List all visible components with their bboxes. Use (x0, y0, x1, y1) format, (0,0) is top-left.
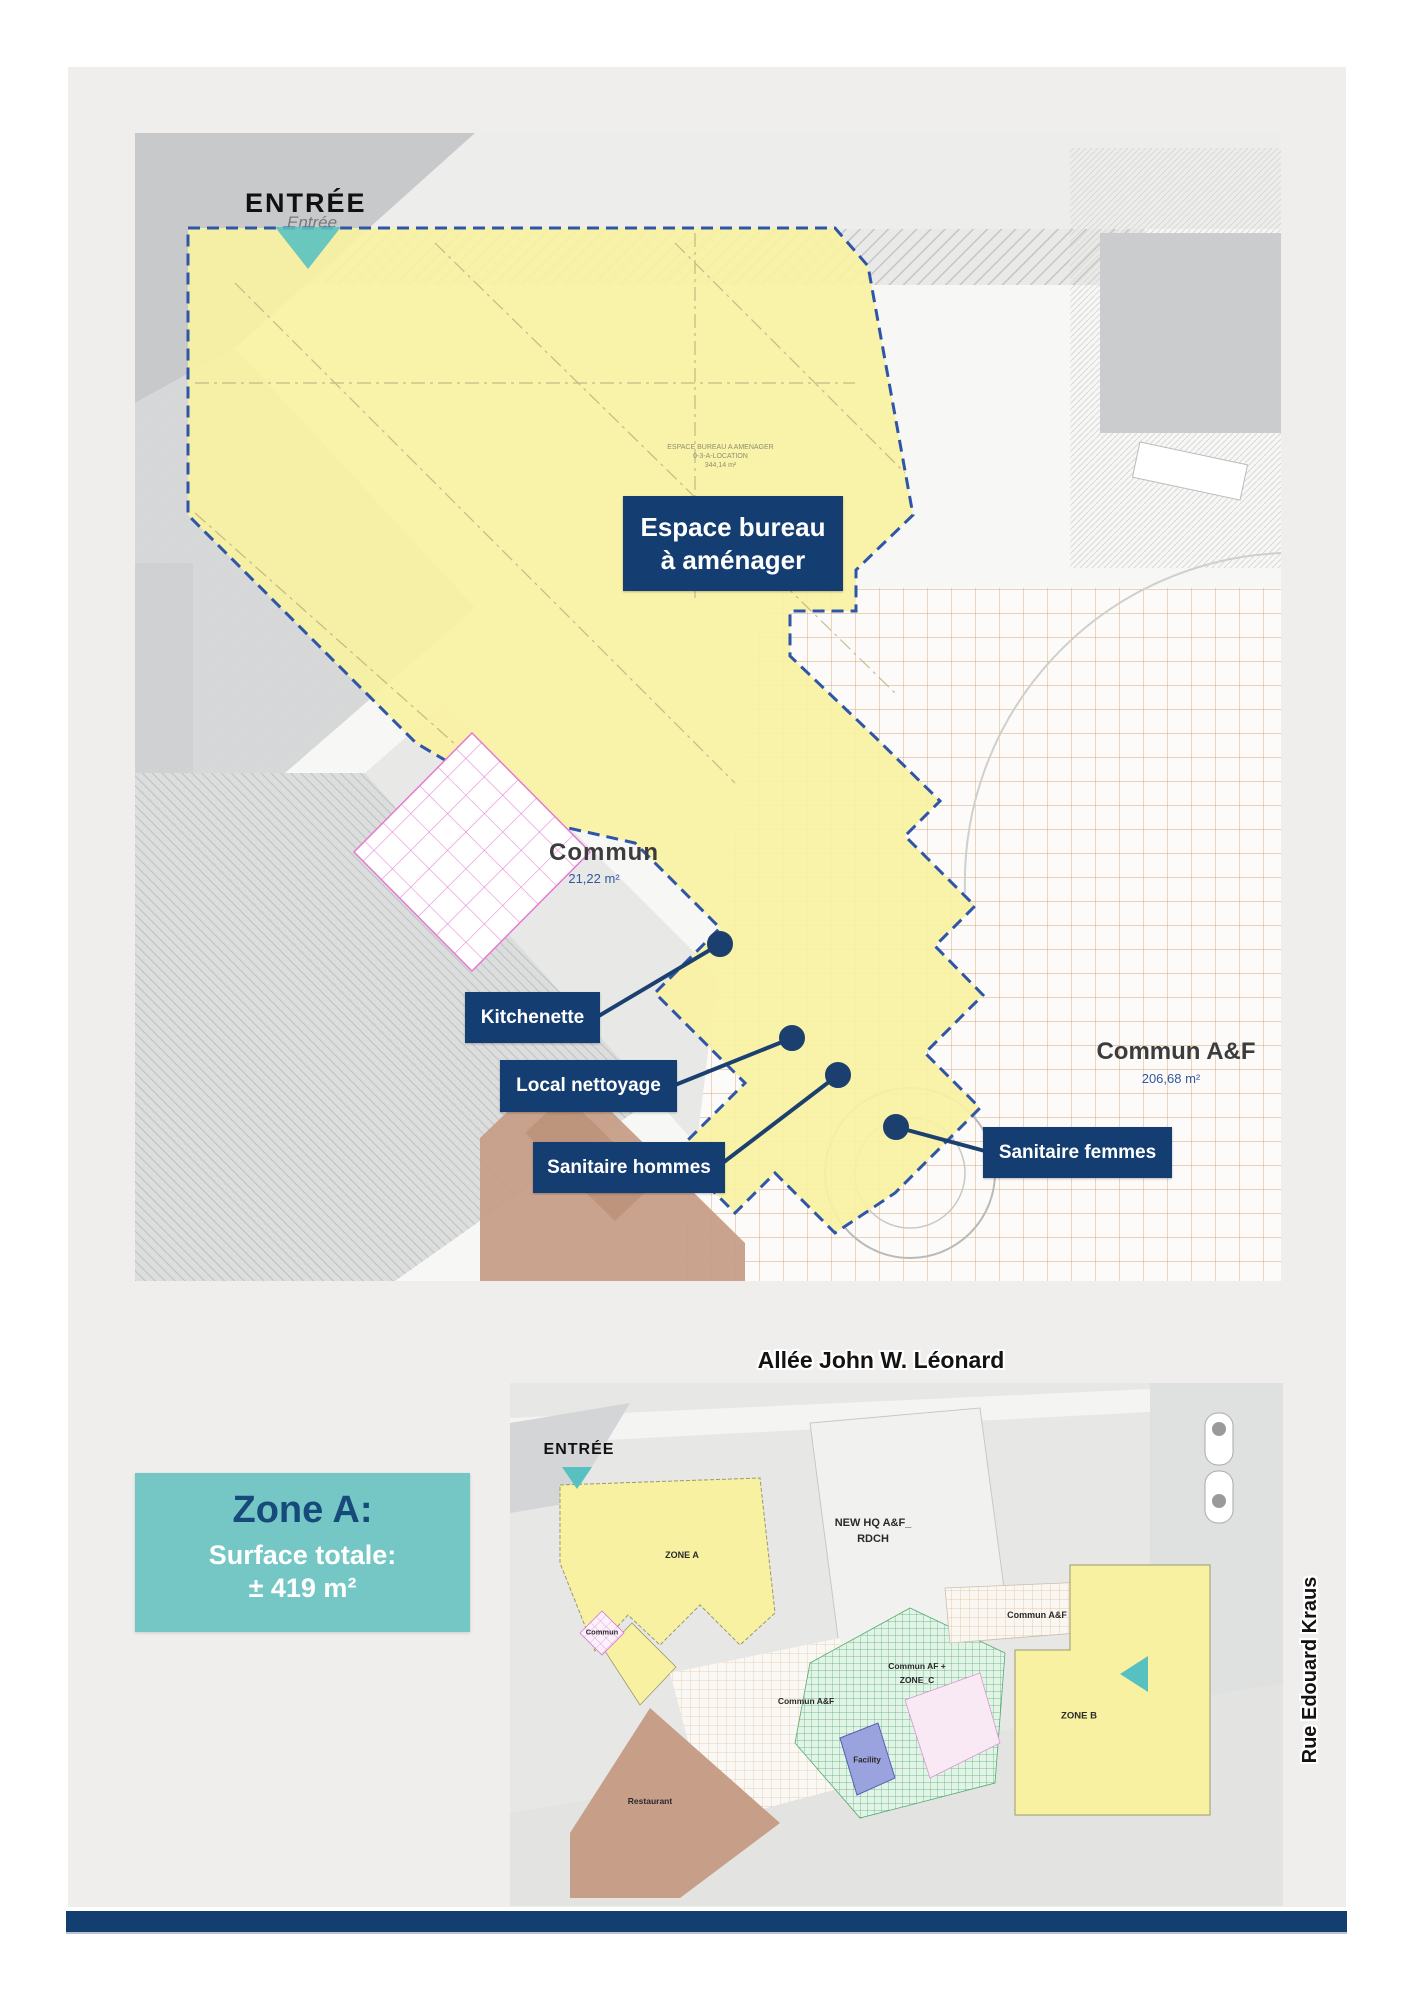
footer-bar (66, 1911, 1347, 1934)
commun-label: Commun (549, 839, 659, 866)
callout-sanitaire-hommes: Sanitaire hommes (533, 1142, 725, 1193)
entrance-label: ENTRÉE (245, 188, 367, 218)
zone-a-title: Zone A: (232, 1489, 373, 1531)
mini-zone-c-label-line2: ZONE_C (899, 1675, 935, 1685)
mini-zone-c-label-line1: Commun AF + (888, 1661, 946, 1671)
street-name-top: Allée John W. Léonard (757, 1347, 1005, 1373)
commun-area: 21,22 m² (568, 871, 620, 886)
main-floor-plan-drawing (135, 133, 1281, 1281)
dot-kitchenette (709, 933, 731, 955)
zone-a-surface-label: Surface totale: (208, 1540, 397, 1570)
mini-commun-af-left-label: Commun A&F (777, 1696, 835, 1706)
commun-af-area: 206,68 m² (1141, 1071, 1201, 1086)
mini-commun-af-band-label: Commun A&F (1007, 1610, 1067, 1620)
mini-zone-b-label: ZONE B (1061, 1710, 1097, 1722)
mini-commun-label: Commun (585, 1627, 619, 1637)
mini-restaurant-label: Restaurant (627, 1796, 673, 1806)
commun-af-label: Commun A&F (1096, 1038, 1256, 1065)
dot-sanitaire-hommes (827, 1064, 849, 1086)
mini-zone-a-label: ZONE A (665, 1550, 699, 1560)
mini-new-hq-label: NEW HQ A&F_ (834, 1517, 912, 1529)
entrance-ghost-text: Entrée (287, 213, 338, 232)
zone-a-surface-value: ± 419 m² (248, 1573, 357, 1603)
main-floor-plan (135, 133, 1281, 1281)
overview-plan (510, 1383, 1283, 1906)
office-space-label: Espace bureau à aménager (623, 496, 843, 591)
entrance-arrow-icon (275, 227, 341, 269)
callout-sanitaire-femmes: Sanitaire femmes (983, 1127, 1172, 1178)
street-name-right: Rue Edouard Kraus (1299, 1576, 1321, 1764)
plan-annotation: ESPACE BUREAU A AMENAGER 0-3-A-LOCATION 344,14 m² (667, 444, 774, 469)
zone-a-info-box (135, 1473, 470, 1632)
mini-new-hq-rdch: RDCH (857, 1533, 889, 1545)
mini-entrance-label: ENTRÉE (543, 1441, 615, 1458)
callout-kitchenette: Kitchenette (465, 992, 600, 1043)
callout-local-nettoyage: Local nettoyage (500, 1060, 677, 1112)
mini-facility-label: Facility (853, 1755, 881, 1765)
overview-plan-drawing (510, 1383, 1283, 1906)
dot-sanitaire-femmes (885, 1116, 907, 1138)
dot-local-nettoyage (781, 1027, 803, 1049)
